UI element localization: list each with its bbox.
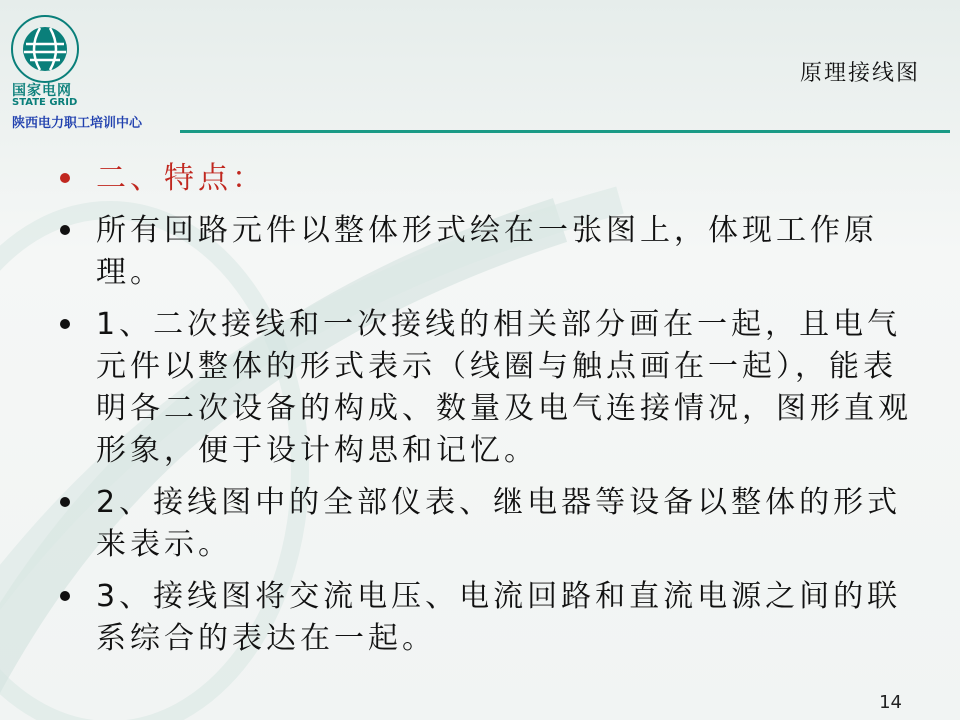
- list-item-text: 3、接线图将交流电压、电流回路和直流电源之间的联系综合的表达在一起。: [96, 579, 902, 656]
- list-item-text: 2、接线图中的全部仪表、继电器等设备以整体的形式来表示。: [96, 485, 902, 562]
- bullet-icon: [60, 319, 70, 329]
- slide-title: 原理接线图: [799, 61, 920, 86]
- list-item: [56, 482, 926, 566]
- bullet-icon: [60, 591, 70, 601]
- header-divider: [180, 130, 950, 133]
- logo-organization: 陕西电力职工培训中心: [12, 116, 143, 131]
- list-item-text: 1、二次接线和一次接线的相关部分画在一起，且电气元件以整体的形式表示（线圈与触点画在一起），能表明各二次设备的构成、数量及电气连接情况，图形直观形象，便于设计构思和记忆。: [96, 307, 912, 468]
- list-item: [56, 210, 926, 294]
- list-item-text: 所有回路元件以整体形式绘在一张图上，体现工作原理。: [96, 213, 878, 290]
- bullet-list: [56, 158, 926, 670]
- logo-chinese-name: 国家电网: [12, 83, 72, 99]
- bullet-icon: [60, 173, 70, 183]
- list-item: [56, 304, 926, 472]
- logo-english-name: STATE GRID: [12, 97, 78, 108]
- page-number: 14: [879, 692, 902, 713]
- state-grid-logo: [10, 14, 80, 84]
- list-item-heading: [56, 158, 926, 200]
- bullet-icon: [60, 497, 70, 507]
- list-item: [56, 576, 926, 660]
- list-item-text: 二、特点：: [96, 161, 266, 196]
- bullet-icon: [60, 225, 70, 235]
